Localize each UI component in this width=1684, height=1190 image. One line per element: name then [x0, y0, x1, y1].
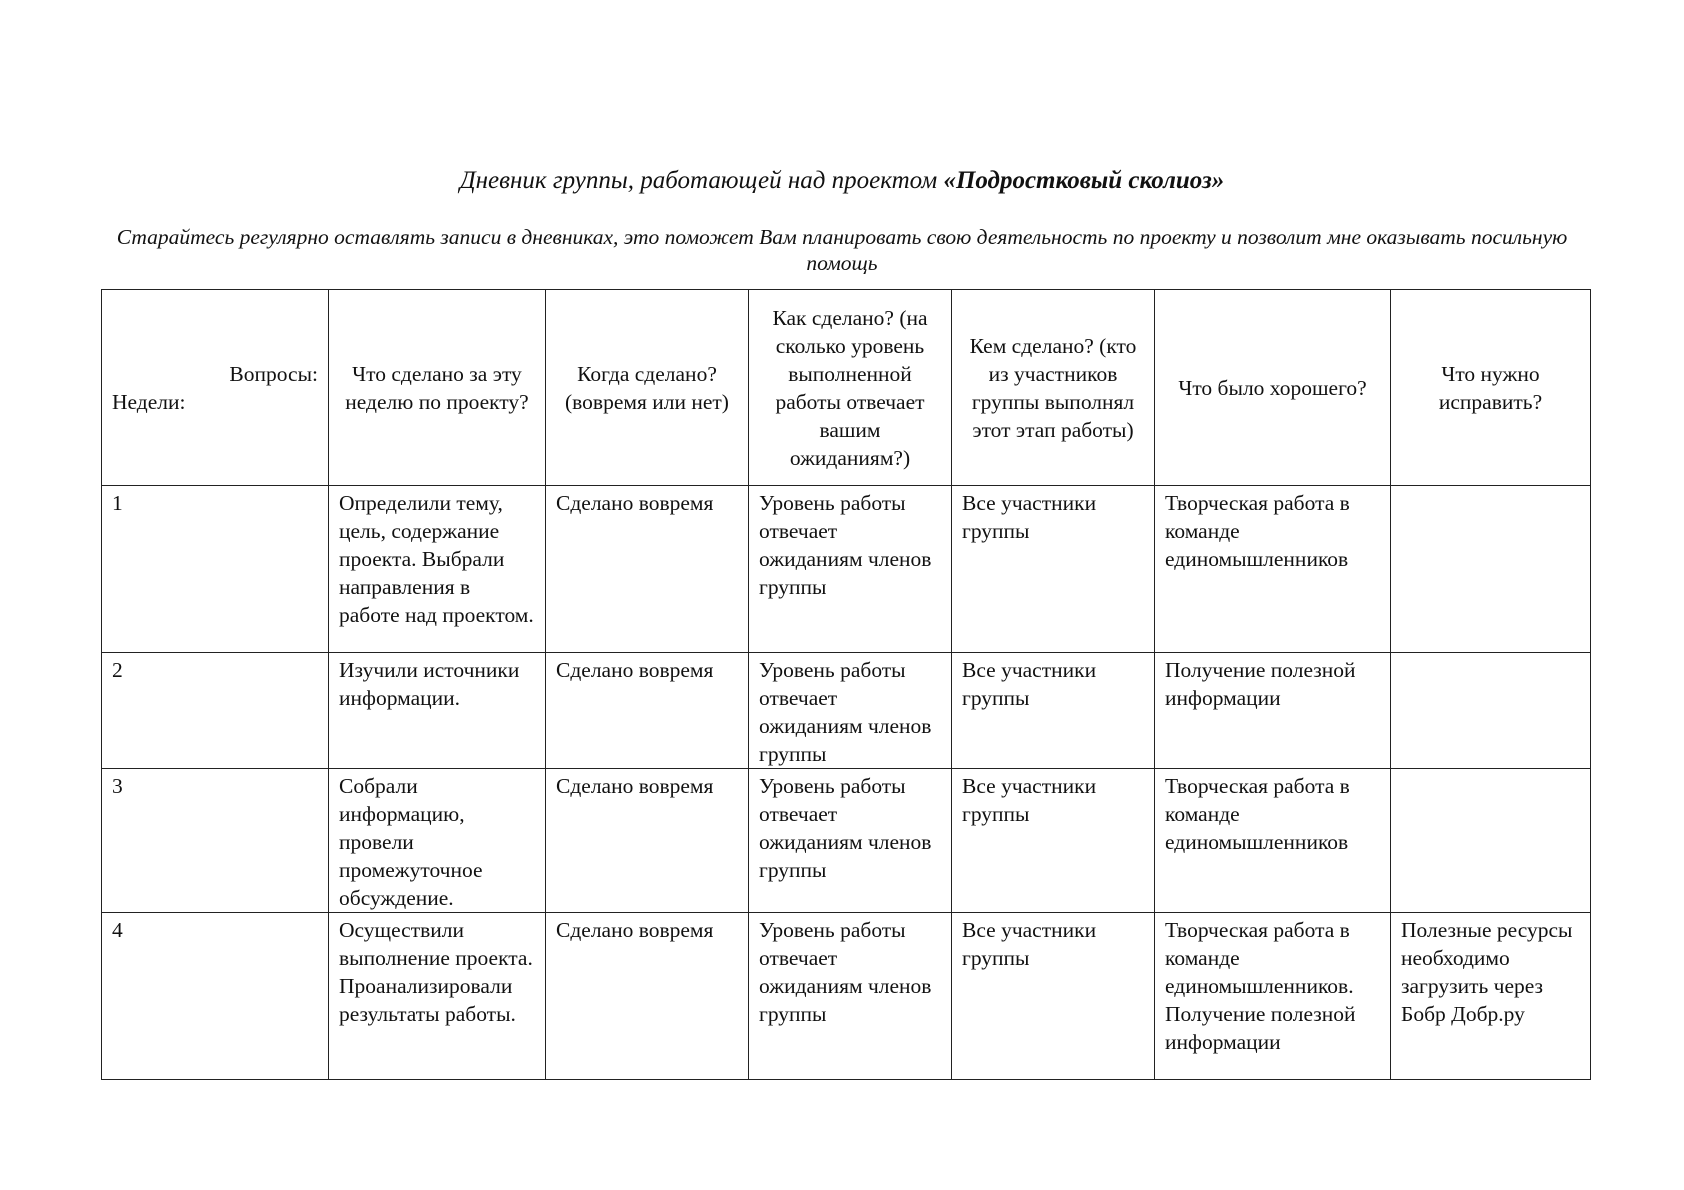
- week-number-cell: 3: [102, 769, 329, 913]
- header-row: [102, 290, 1591, 486]
- when-done-cell: Сделано вовремя: [546, 769, 749, 913]
- what-fix-cell: [1391, 769, 1591, 913]
- header-what-good: Что было хорошего?: [1155, 290, 1391, 486]
- header-what-done: Что сделано за эту неделю по проекту?: [329, 290, 546, 486]
- what-fix-cell: [1391, 653, 1591, 769]
- how-done-cell: Уровень работы отвечает ожиданиям членов группы: [749, 913, 952, 1080]
- what-done-cell: Изучили источники информации.: [329, 653, 546, 769]
- header-when-done: Когда сделано? (вовремя или нет): [546, 290, 749, 486]
- what-good-cell: Творческая работа в команде единомышленников: [1155, 769, 1391, 913]
- table-row: [102, 913, 1591, 1080]
- week-number-cell: 2: [102, 653, 329, 769]
- title-prefix: Дневник группы, работающей над проектом: [459, 167, 944, 194]
- what-good-cell: Получение полезной информации: [1155, 653, 1391, 769]
- what-fix-cell: Полезные ресурсы необходимо загрузить через Бобр Добр.ру: [1391, 913, 1591, 1080]
- header-how-done: Как сделано? (на сколько уровень выполненной работы отвечает вашим ожиданиям?): [749, 290, 952, 486]
- when-done-cell: Сделано вовремя: [546, 653, 749, 769]
- document-subtitle: Старайтесь регулярно оставлять записи в дневниках, это поможет Вам планировать свою деятельность по проекту и позволит мне оказывать посильную помощь: [116, 225, 1568, 275]
- who-done-cell: Все участники группы: [952, 913, 1155, 1080]
- header-who-done: Кем сделано? (кто из участников группы выполнял этот этап работы): [952, 290, 1155, 486]
- when-done-cell: Сделано вовремя: [546, 913, 749, 1080]
- what-done-cell: Определили тему, цель, содержание проекта. Выбрали направления в работе над проектом.: [329, 486, 546, 653]
- what-good-cell: Творческая работа в команде единомышленников: [1155, 486, 1391, 653]
- header-what-fix: Что нужно исправить?: [1391, 290, 1591, 486]
- how-done-cell: Уровень работы отвечает ожиданиям членов группы: [749, 486, 952, 653]
- table-row: [102, 486, 1591, 653]
- document-title: [0, 166, 1684, 196]
- project-name: «Подростковый сколиоз»: [943, 167, 1225, 194]
- how-done-cell: Уровень работы отвечает ожиданиям членов группы: [749, 653, 952, 769]
- what-fix-cell: [1391, 486, 1591, 653]
- who-done-cell: Все участники группы: [952, 769, 1155, 913]
- table-row: [102, 653, 1591, 769]
- what-good-cell: Творческая работа в команде единомышленников. Получение полезной информации: [1155, 913, 1391, 1080]
- diary-table: [101, 289, 1591, 1080]
- week-number-cell: 4: [102, 913, 329, 1080]
- corner-header-cell: [102, 290, 329, 486]
- who-done-cell: Все участники группы: [952, 486, 1155, 653]
- weeks-label: Недели:: [112, 390, 186, 414]
- table-row: [102, 769, 1591, 913]
- when-done-cell: Сделано вовремя: [546, 486, 749, 653]
- what-done-cell: Собрали информацию, провели промежуточное обсуждение.: [329, 769, 546, 913]
- what-done-cell: Осуществили выполнение проекта. Проанализировали результаты работы.: [329, 913, 546, 1080]
- week-number-cell: 1: [102, 486, 329, 653]
- who-done-cell: Все участники группы: [952, 653, 1155, 769]
- how-done-cell: Уровень работы отвечает ожиданиям членов группы: [749, 769, 952, 913]
- questions-label: Вопросы:: [229, 362, 318, 386]
